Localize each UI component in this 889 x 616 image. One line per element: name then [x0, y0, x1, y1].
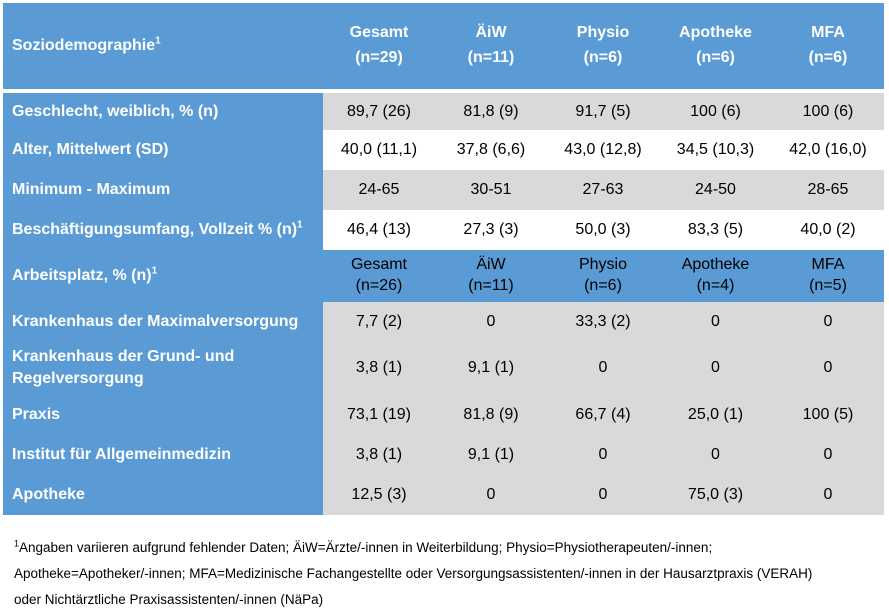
- cell: 0: [659, 435, 772, 475]
- cell: 0: [659, 302, 772, 341]
- cell: 0: [435, 475, 547, 515]
- footnote-line: oder Nichtärztliche Praxisassistenten/-innen (NäPa): [14, 592, 324, 607]
- subheader-row: [3, 250, 884, 302]
- cell: 89,7 (26): [323, 91, 435, 130]
- cell: 66,7 (4): [547, 395, 659, 435]
- cell: 3,8 (1): [323, 341, 435, 395]
- cell: 27,3 (3): [435, 210, 547, 250]
- table-row: [3, 210, 884, 250]
- header-col-physio: Physio (n=6): [547, 3, 659, 91]
- cell: 37,8 (6,6): [435, 130, 547, 170]
- cell: 40,0 (11,1): [323, 130, 435, 170]
- table-row: [3, 475, 884, 515]
- table-row: [3, 170, 884, 210]
- cell: 28-65: [772, 170, 884, 210]
- cell: 100 (6): [659, 91, 772, 130]
- footnote: [14, 535, 884, 613]
- cell: 0: [435, 302, 547, 341]
- cell: 75,0 (3): [659, 475, 772, 515]
- cell: 42,0 (16,0): [772, 130, 884, 170]
- cell: 50,0 (3): [547, 210, 659, 250]
- header-col-aiw: ÄiW (n=11): [435, 3, 547, 91]
- row-label: Praxis: [3, 395, 323, 435]
- cell: 0: [772, 435, 884, 475]
- subheader-col-gesamt: Gesamt (n=26): [323, 250, 435, 302]
- footnote-line: Apotheke=Apotheker/-innen; MFA=Medizinische Fachangestellte oder Versorgungsassistenten/-innen in der Hausarztpraxis (VERAH): [14, 566, 813, 581]
- table-row: [3, 341, 884, 395]
- cell: 25,0 (1): [659, 395, 772, 435]
- cell: 100 (6): [772, 91, 884, 130]
- cell: 0: [547, 475, 659, 515]
- cell: 30-51: [435, 170, 547, 210]
- header-label: Soziodemographie$^1$: [3, 3, 323, 91]
- row-label: Krankenhaus der Grund- und Regelversorgung: [3, 341, 323, 395]
- subheader-col-apotheke: Apotheke (n=4): [659, 250, 772, 302]
- row-label: Institut für Allgemeinmedizin: [3, 435, 323, 475]
- table-row: [3, 435, 884, 475]
- cell: 7,7 (2): [323, 302, 435, 341]
- cell: 81,8 (9): [435, 91, 547, 130]
- cell: 9,1 (1): [435, 435, 547, 475]
- cell: 0: [547, 435, 659, 475]
- row-label: Krankenhaus der Maximalversorgung: [3, 302, 323, 341]
- cell: 27-63: [547, 170, 659, 210]
- header-col-gesamt: Gesamt (n=29): [323, 3, 435, 91]
- cell: 46,4 (13): [323, 210, 435, 250]
- cell: 9,1 (1): [435, 341, 547, 395]
- table-header-row: [3, 3, 884, 91]
- sociodemographics-table: [3, 3, 884, 515]
- cell: 3,8 (1): [323, 435, 435, 475]
- cell: 24-65: [323, 170, 435, 210]
- header-col-mfa: MFA (n=6): [772, 3, 884, 91]
- table-row: [3, 302, 884, 341]
- cell: 0: [772, 302, 884, 341]
- cell: 40,0 (2): [772, 210, 884, 250]
- table-row: [3, 395, 884, 435]
- cell: 91,7 (5): [547, 91, 659, 130]
- footnote-line: $^1$Angaben variieren aufgrund fehlender Daten; ÄiW=Ärzte/-innen in Weiterbildung; Physio=Physiotherapeuten/-innen;: [14, 538, 713, 555]
- row-label: Beschäftigungsumfang, Vollzeit % $(n)^1$: [3, 210, 323, 250]
- cell: 33,3 (2): [547, 302, 659, 341]
- cell: 73,1 (19): [323, 395, 435, 435]
- row-label: Apotheke: [3, 475, 323, 515]
- cell: 0: [659, 341, 772, 395]
- subheader-label: Arbeitsplatz, % $(n)^1$: [3, 250, 323, 302]
- cell: 0: [772, 341, 884, 395]
- cell: 43,0 (12,8): [547, 130, 659, 170]
- cell: 81,8 (9): [435, 395, 547, 435]
- cell: 0: [547, 341, 659, 395]
- cell: 34,5 (10,3): [659, 130, 772, 170]
- subheader-col-mfa: MFA (n=5): [772, 250, 884, 302]
- cell: 24-50: [659, 170, 772, 210]
- table-row: [3, 130, 884, 170]
- header-col-apotheke: Apotheke (n=6): [659, 3, 772, 91]
- cell: 83,3 (5): [659, 210, 772, 250]
- row-label: Minimum - Maximum: [3, 170, 323, 210]
- cell: 12,5 (3): [323, 475, 435, 515]
- subheader-col-physio: Physio (n=6): [547, 250, 659, 302]
- cell: 100 (5): [772, 395, 884, 435]
- row-label: Alter, Mittelwert (SD): [3, 130, 323, 170]
- row-label: Geschlecht, weiblich, % (n): [3, 91, 323, 130]
- table-row: [3, 91, 884, 130]
- cell: 0: [772, 475, 884, 515]
- subheader-col-aiw: ÄiW (n=11): [435, 250, 547, 302]
